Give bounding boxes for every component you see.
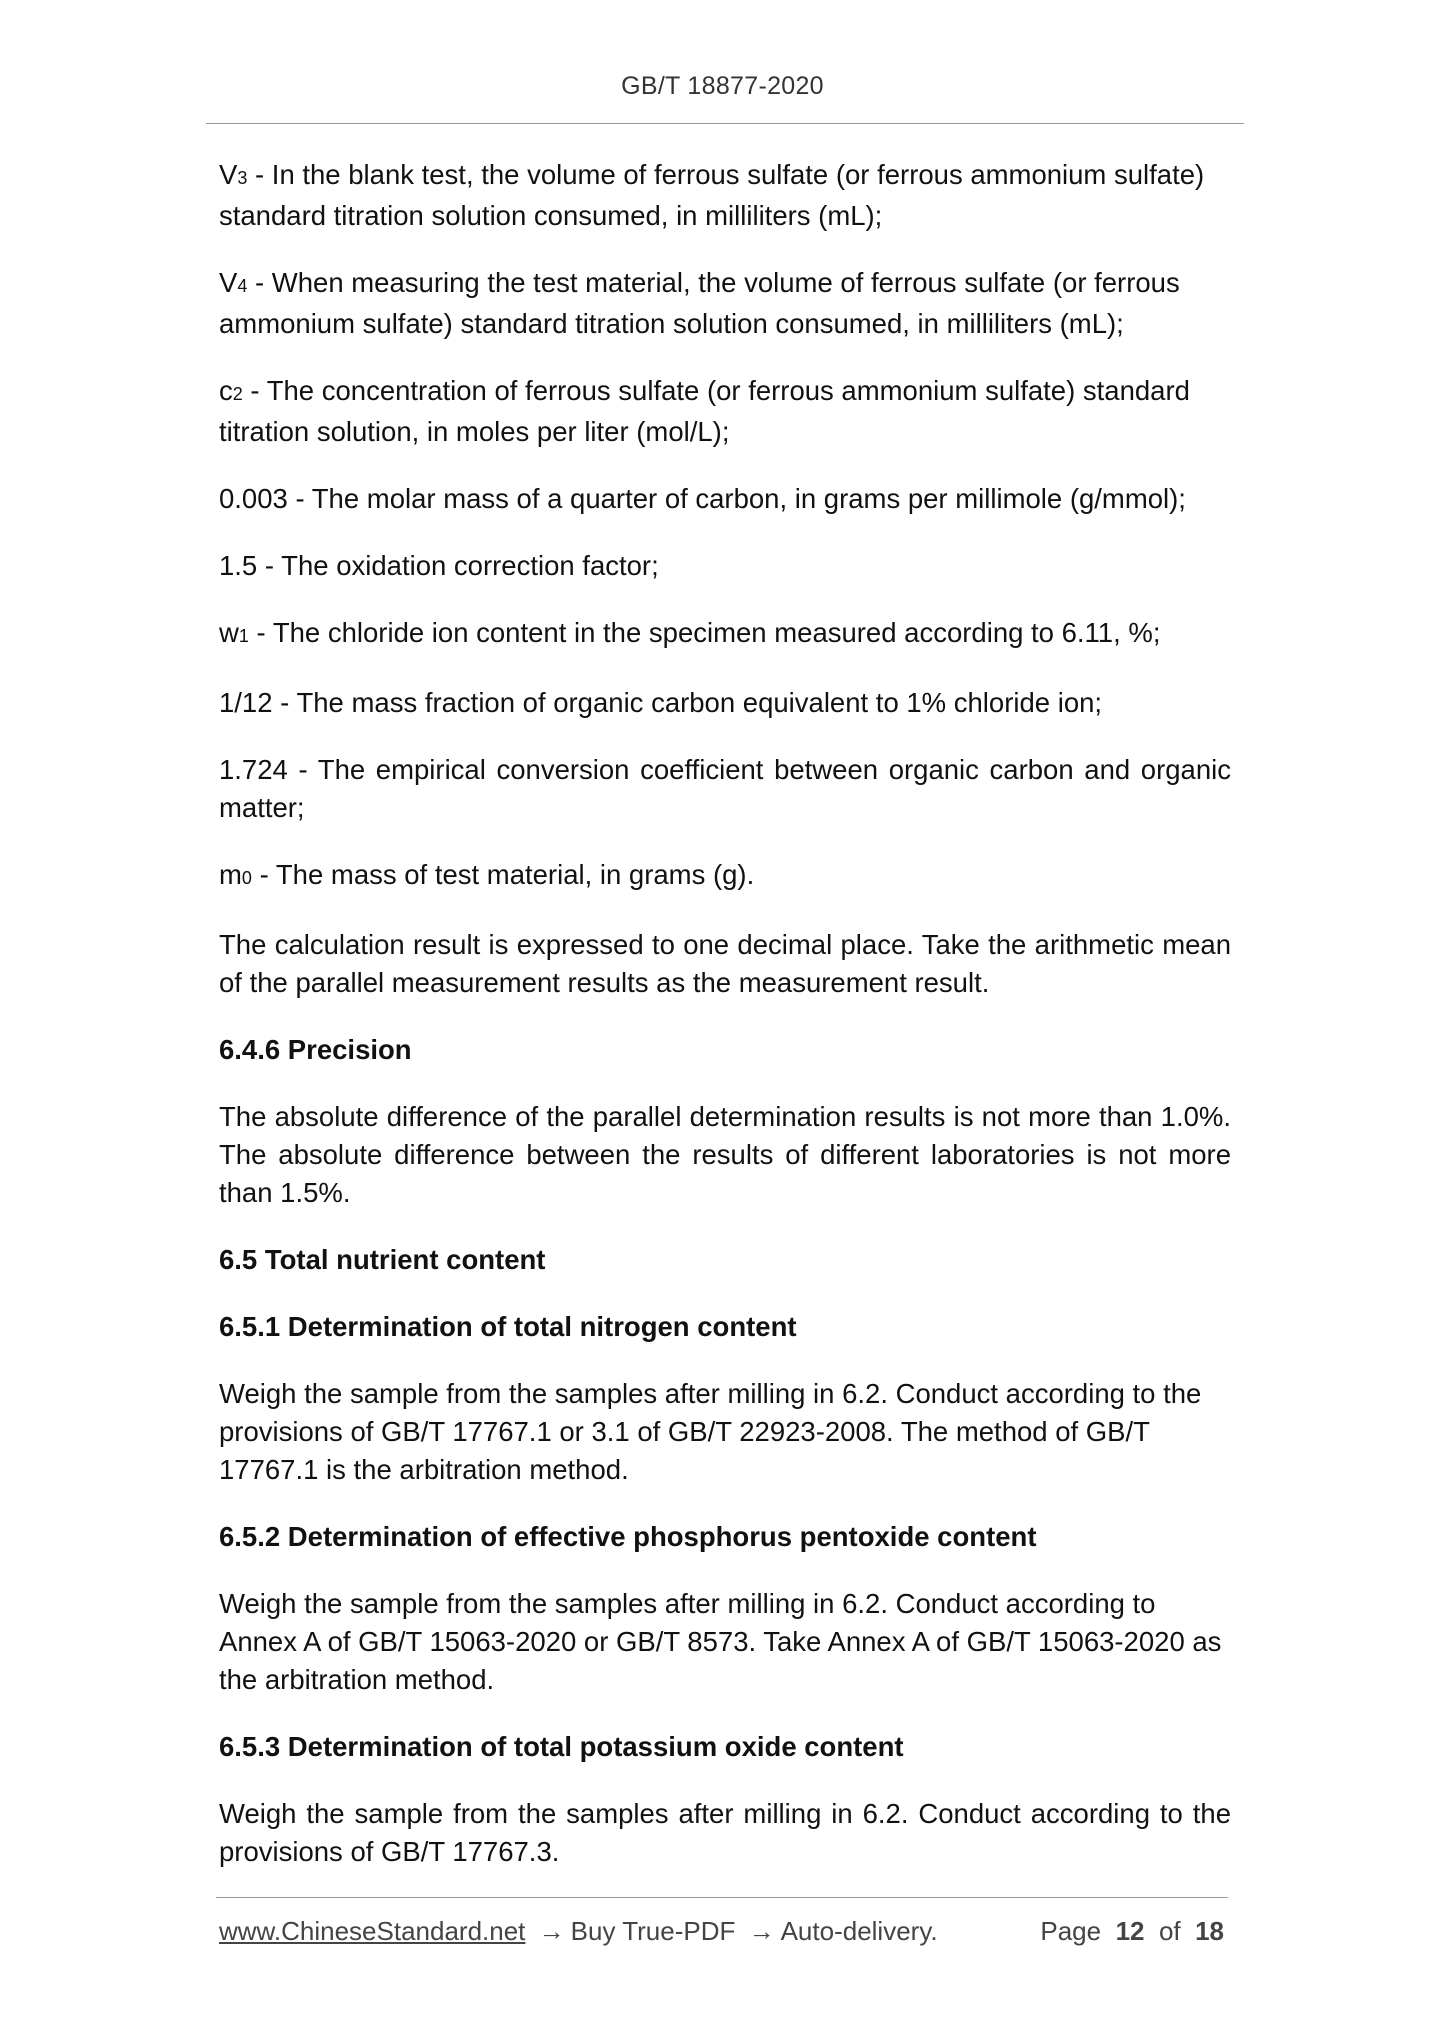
definition-conversion-coefficient — [219, 751, 1231, 827]
symbol: w — [219, 617, 239, 648]
subscript: 1 — [238, 626, 249, 646]
definition-m0 — [219, 856, 1231, 897]
phosphorus-paragraph: Weigh the sample from the samples after milling in 6.2. Conduct according to Annex A of GB/T 15063-2020 or GB/T 8573. Take Annex A of GB/T 15063-2020 as the arbitration method. — [219, 1588, 1222, 1695]
section-heading-6-5-2: 6.5.2 Determination of effective phosphorus pentoxide content — [219, 1521, 1037, 1552]
page-label: Page — [1040, 1916, 1102, 1946]
website-link[interactable]: www.ChineseStandard.net — [219, 1916, 526, 1946]
definition-text: 1/12 - The mass fraction of organic carbon equivalent to 1% chloride ion; — [219, 687, 1103, 718]
page-number: 12 — [1115, 1916, 1145, 1946]
definition-text: - When measuring the test material, the volume of ferrous sulfate (or ferrous ammonium sulfate) standard titration solution consumed, in milliliters (mL); — [219, 267, 1180, 339]
buy-pdf-text: Buy True-PDF — [570, 1916, 736, 1946]
definition-text: - The mass of test material, in grams (g). — [251, 859, 755, 890]
subscript: 2 — [232, 384, 243, 404]
page-footer — [219, 1916, 1224, 1947]
definition-text: - The concentration of ferrous sulfate (or ferrous ammonium sulfate) standard titration solution, in moles per liter (mol/L); — [219, 375, 1190, 447]
precision-paragraph: The absolute difference of the parallel determination results is not more than 1.0%. The absolute difference between the results of different laboratories is not more than 1.5%. — [219, 1101, 1231, 1208]
footer-divider — [216, 1897, 1228, 1898]
calculation-result-paragraph: The calculation result is expressed to one decimal place. Take the arithmetic mean of the parallel measurement results as the measurement result. — [219, 929, 1231, 998]
page-indicator — [1040, 1916, 1224, 1947]
section-heading-6-5-1: 6.5.1 Determination of total nitrogen content — [219, 1311, 797, 1342]
subscript: 3 — [237, 168, 248, 188]
definition-c2 — [219, 372, 1231, 451]
definition-text: - The chloride ion content in the specimen measured according to 6.11, %; — [248, 617, 1161, 648]
definition-v3 — [219, 156, 1231, 235]
arrow-right-icon: → — [538, 1916, 565, 1946]
definition-correction-factor — [219, 547, 1231, 585]
symbol: c — [219, 375, 233, 406]
definition-text: - In the blank test, the volume of ferrous sulfate (or ferrous ammonium sulfate) standard titration solution consumed, in milliliters (mL); — [219, 159, 1205, 231]
section-heading-6-4-6: 6.4.6 Precision — [219, 1034, 412, 1065]
of-label: of — [1158, 1916, 1181, 1946]
section-heading-6-5-3: 6.5.3 Determination of total potassium oxide content — [219, 1731, 904, 1762]
definition-molar-mass — [219, 480, 1231, 518]
definition-v4 — [219, 264, 1231, 343]
definition-w1 — [219, 614, 1231, 655]
auto-delivery-text: Auto-delivery. — [780, 1916, 938, 1946]
page-header-title: GB/T 18877-2020 — [621, 72, 824, 100]
subscript: 0 — [241, 868, 252, 888]
section-heading-6-5: 6.5 Total nutrient content — [219, 1244, 546, 1275]
nitrogen-paragraph: Weigh the sample from the samples after milling in 6.2. Conduct according to the provisions of GB/T 17767.1 or 3.1 of GB/T 22923-2008. The method of GB/T 17767.1 is the arbitration method. — [219, 1378, 1202, 1485]
definition-mass-fraction — [219, 684, 1231, 722]
header-divider — [206, 123, 1244, 124]
page-total: 18 — [1195, 1916, 1224, 1946]
potassium-paragraph: Weigh the sample from the samples after milling in 6.2. Conduct according to the provisions of GB/T 17767.3. — [219, 1798, 1231, 1867]
symbol: m — [219, 859, 242, 890]
definition-text: 1.5 - The oxidation correction factor; — [219, 550, 659, 581]
arrow-right-icon: → — [748, 1916, 775, 1946]
subscript: 4 — [237, 276, 248, 296]
symbol: V — [219, 159, 238, 190]
definition-text: 1.724 - The empirical conversion coefficient between organic carbon and organic matter; — [219, 754, 1231, 823]
definition-text: 0.003 - The molar mass of a quarter of carbon, in grams per millimole (g/mmol); — [219, 483, 1186, 514]
symbol: V — [219, 267, 238, 298]
document-body — [219, 156, 1231, 1900]
